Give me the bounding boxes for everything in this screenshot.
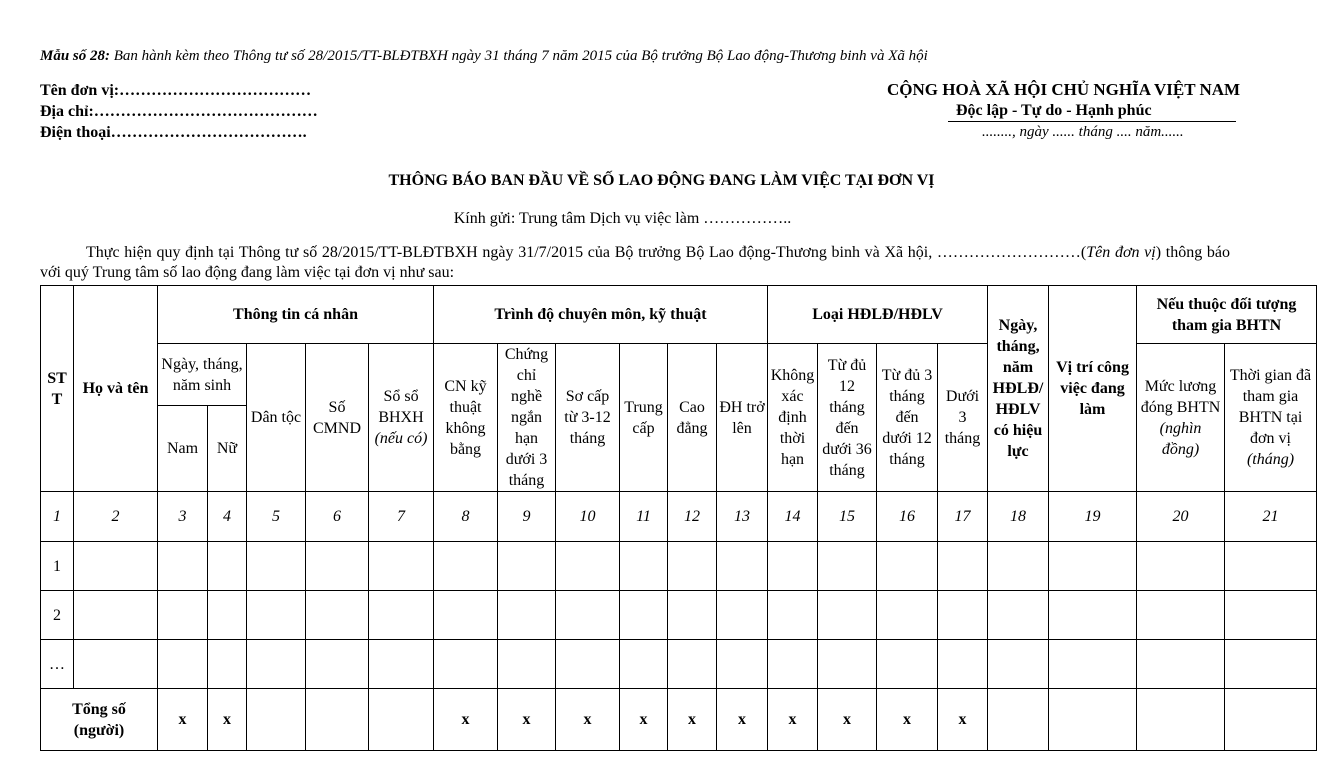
column-number: 1 (41, 492, 74, 542)
row-index: 2 (41, 591, 74, 640)
table-cell[interactable] (988, 640, 1049, 689)
table-cell[interactable] (768, 591, 818, 640)
intro-paragraph (40, 243, 1230, 283)
table-row (41, 542, 1317, 591)
total-cell: x (818, 689, 877, 751)
table-cell[interactable] (668, 640, 717, 689)
total-cell: x (498, 689, 556, 751)
total-cell[interactable] (247, 689, 306, 751)
table-cell[interactable] (1137, 591, 1225, 640)
column-number: 19 (1049, 492, 1137, 542)
total-cell: x (717, 689, 768, 751)
column-number: 17 (938, 492, 988, 542)
table-cell[interactable] (556, 591, 620, 640)
col-university: ĐH trở lên (717, 344, 768, 492)
col-date-effective: Ngày, tháng, năm HĐLĐ/ HĐLV có hiệu lực (988, 286, 1049, 492)
column-number: 6 (306, 492, 369, 542)
col-3-12: Từ đủ 3 tháng đến dưới 12 tháng (877, 344, 938, 492)
column-number: 3 (158, 492, 208, 542)
col-dob: Ngày, tháng, năm sinh (158, 344, 247, 406)
table-cell[interactable] (1137, 640, 1225, 689)
table-cell[interactable] (74, 640, 158, 689)
column-number: 20 (1137, 492, 1225, 542)
col-id-number: Số CMND (306, 344, 369, 492)
table-row (41, 640, 1317, 689)
col-under-3: Dưới 3 tháng (938, 344, 988, 492)
table-cell[interactable] (717, 542, 768, 591)
table-cell[interactable] (208, 640, 247, 689)
total-cell: x (668, 689, 717, 751)
table-cell[interactable] (1225, 542, 1317, 591)
table-cell[interactable] (988, 542, 1049, 591)
table-cell[interactable] (306, 591, 369, 640)
table-cell[interactable] (306, 542, 369, 591)
form-header-line (40, 48, 928, 65)
group-skill: Trình độ chuyên môn, kỹ thuật (434, 286, 768, 344)
form-number: Mẫu số 28: (40, 48, 111, 64)
total-cell: x (158, 689, 208, 751)
total-cell: x (768, 689, 818, 751)
table-cell[interactable] (1049, 542, 1137, 591)
total-cell[interactable] (988, 689, 1049, 751)
total-cell: x (556, 689, 620, 751)
table-cell[interactable] (668, 542, 717, 591)
table-cell[interactable] (1137, 542, 1225, 591)
table-cell[interactable] (247, 640, 306, 689)
col-ethnic: Dân tộc (247, 344, 306, 492)
table-cell[interactable] (498, 591, 556, 640)
column-number: 13 (717, 492, 768, 542)
table-cell[interactable] (247, 591, 306, 640)
col-male: Nam (158, 406, 208, 492)
col-primary: Sơ cấp từ 3-12 tháng (556, 344, 620, 492)
table-cell[interactable] (818, 542, 877, 591)
intro-unit-placeholder: Tên đơn vị (1086, 244, 1156, 261)
total-cell[interactable] (1225, 689, 1317, 751)
column-number: 7 (369, 492, 434, 542)
column-number: 16 (877, 492, 938, 542)
table-cell[interactable] (938, 542, 988, 591)
date-line: ........, ngày ...... tháng .... năm...... (982, 124, 1184, 140)
column-number: 15 (818, 492, 877, 542)
total-label: Tổng số (người) (41, 689, 158, 751)
table-cell[interactable] (74, 542, 158, 591)
column-number: 12 (668, 492, 717, 542)
col-stt: STT (41, 286, 74, 492)
table-cell[interactable] (369, 591, 434, 640)
col-intermediate: Trung cấp (620, 344, 668, 492)
col-college: Cao đẳng (668, 344, 717, 492)
motto: Độc lập - Tự do - Hạnh phúc (948, 102, 1236, 122)
table-cell[interactable] (556, 542, 620, 591)
table-cell[interactable] (717, 640, 768, 689)
total-row (41, 689, 1317, 751)
table-cell[interactable] (717, 591, 768, 640)
col-female: Nữ (208, 406, 247, 492)
column-number: 18 (988, 492, 1049, 542)
table-cell[interactable] (556, 640, 620, 689)
total-cell: x (434, 689, 498, 751)
table-cell[interactable] (158, 542, 208, 591)
table-cell[interactable] (498, 640, 556, 689)
total-cell[interactable] (369, 689, 434, 751)
total-cell[interactable] (306, 689, 369, 751)
column-number: 2 (74, 492, 158, 542)
col-salary: Mức lương đóng BHTN (nghìn đồng) (1137, 344, 1225, 492)
total-cell: x (208, 689, 247, 751)
table-cell[interactable] (434, 542, 498, 591)
total-cell: x (877, 689, 938, 751)
table-cell[interactable] (768, 542, 818, 591)
table-cell[interactable] (498, 542, 556, 591)
col-indefinite: Không xác định thời hạn (768, 344, 818, 492)
table-cell[interactable] (208, 542, 247, 591)
group-contract: Loại HĐLĐ/HĐLV (768, 286, 988, 344)
table-cell[interactable] (247, 542, 306, 591)
column-number: 8 (434, 492, 498, 542)
col-cn: CN kỹ thuật không bằng (434, 344, 498, 492)
table-cell[interactable] (620, 640, 668, 689)
recipient-line: Kính gửi: Trung tâm Dịch vụ việc làm …………….. (453, 210, 792, 227)
table-row (41, 591, 1317, 640)
form-description: Ban hành kèm theo Thông tư số 28/2015/TT-BLĐTBXH ngày 31 tháng 7 năm 2015 của Bộ trưởng Bộ Lao động-Thương binh và Xã hội (113, 48, 928, 64)
column-number: 4 (208, 492, 247, 542)
table-cell[interactable] (369, 542, 434, 591)
col-time: Thời gian đã tham gia BHTN tại đơn vị (tháng) (1225, 344, 1317, 492)
group-personal: Thông tin cá nhân (158, 286, 434, 344)
table-cell[interactable] (434, 640, 498, 689)
document-title: THÔNG BÁO BAN ĐẦU VỀ SỐ LAO ĐỘNG ĐANG LÀM VIỆC TẠI ĐƠN VỊ (388, 172, 935, 189)
table-cell[interactable] (877, 640, 938, 689)
column-number-row (41, 492, 1317, 542)
intro-text-1: Thực hiện quy định tại Thông tư số 28/2015/TT-BLĐTBXH ngày 31/7/2015 của Bộ trưởng Bộ Lao động-Thương binh và Xã hội, ………………………( (86, 244, 1087, 261)
table-cell[interactable] (988, 591, 1049, 640)
column-number: 21 (1225, 492, 1317, 542)
column-number: 9 (498, 492, 556, 542)
table-cell[interactable] (369, 640, 434, 689)
column-number: 14 (768, 492, 818, 542)
unit-name-field: Tên đơn vị:……………………………… (40, 82, 312, 99)
table-cell[interactable] (434, 591, 498, 640)
nation-heading: CỘNG HOÀ XÃ HỘI CHỦ NGHĨA VIỆT NAM (887, 80, 1241, 99)
table-cell[interactable] (668, 591, 717, 640)
column-number: 5 (247, 492, 306, 542)
table-cell[interactable] (818, 640, 877, 689)
col-bhxh: Sổ sổ BHXH (nếu có) (369, 344, 434, 492)
table-cell[interactable] (1049, 640, 1137, 689)
address-field: Địa chỉ:…………………………………… (40, 103, 318, 120)
total-cell[interactable] (1049, 689, 1137, 751)
table-cell[interactable] (768, 640, 818, 689)
table-cell[interactable] (74, 591, 158, 640)
total-cell: x (938, 689, 988, 751)
table-cell[interactable] (818, 591, 877, 640)
table-cell[interactable] (938, 591, 988, 640)
total-cell[interactable] (1137, 689, 1225, 751)
table-cell[interactable] (208, 591, 247, 640)
table-cell[interactable] (620, 591, 668, 640)
table-cell[interactable] (877, 591, 938, 640)
table-cell[interactable] (620, 542, 668, 591)
table-cell[interactable] (1225, 640, 1317, 689)
row-index: … (41, 640, 74, 689)
table-cell[interactable] (306, 640, 369, 689)
column-number: 10 (556, 492, 620, 542)
col-position: Vị trí công việc đang làm (1049, 286, 1137, 492)
row-index: 1 (41, 542, 74, 591)
table-cell[interactable] (158, 591, 208, 640)
phone-field: Điện thoại………………………………. (40, 124, 307, 141)
group-bhtn: Nếu thuộc đối tượng tham gia BHTN (1137, 286, 1317, 344)
intro-text-2: ) thông báo với quý Trung tâm số lao động đang làm việc tại đơn vị như sau: (40, 244, 1230, 281)
table-cell[interactable] (158, 640, 208, 689)
col-certificate: Chứng chỉ nghề ngắn hạn dưới 3 tháng (498, 344, 556, 492)
table-cell[interactable] (877, 542, 938, 591)
column-number: 11 (620, 492, 668, 542)
table-cell[interactable] (1049, 591, 1137, 640)
col-name: Họ và tên (74, 286, 158, 492)
table-cell[interactable] (1225, 591, 1317, 640)
labor-table (40, 285, 1317, 751)
total-cell: x (620, 689, 668, 751)
table-cell[interactable] (938, 640, 988, 689)
col-12-36: Từ đủ 12 tháng đến dưới 36 tháng (818, 344, 877, 492)
